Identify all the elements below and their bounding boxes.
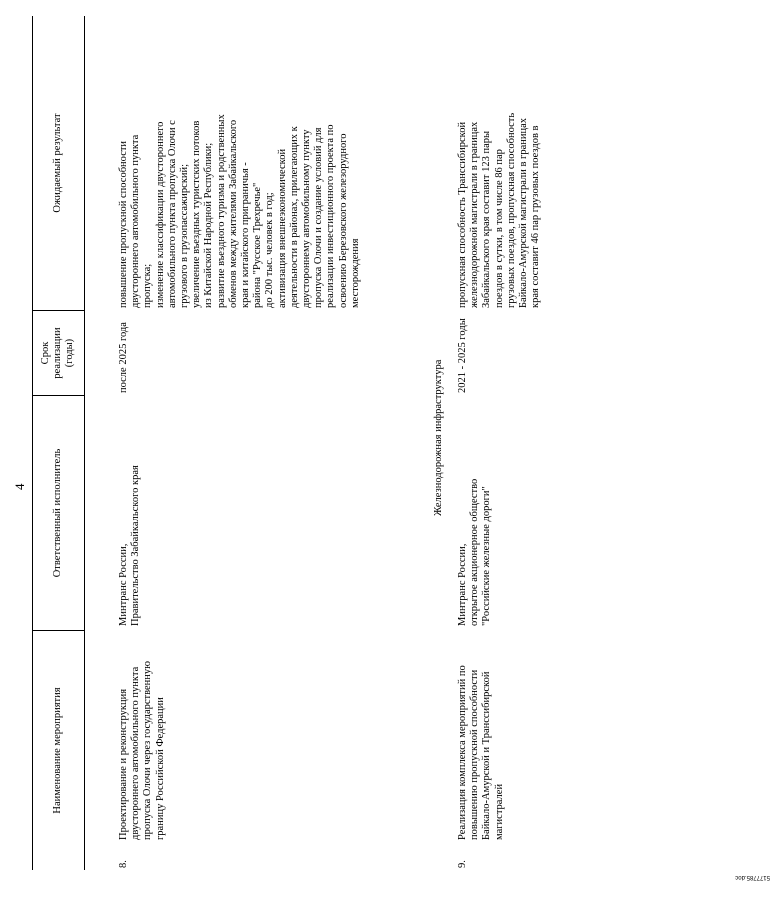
text-line: Проектирование и реконструкция: [118, 688, 129, 840]
row-number: 8.: [118, 860, 129, 868]
text-line: грузовых поездов, пропускная способность: [505, 112, 517, 308]
header-result: Ожидаемый результат: [52, 113, 63, 213]
text-line: Минтранс России,: [118, 543, 129, 626]
document-filename: 5177785.doc: [735, 874, 770, 880]
header-term: Срок реализации (годы): [40, 327, 75, 379]
text-line: двустороннего автомобильного пункта: [130, 134, 142, 308]
header-executor: Ответственный исполнитель: [52, 448, 63, 578]
text-line: грузового в грузопассажирский;: [179, 163, 191, 308]
text-line: пропуска;: [142, 263, 154, 308]
header-name: Наименование мероприятия: [52, 687, 63, 814]
text-line: магистралей: [493, 783, 505, 840]
text-line: Забайкальского края составит 123 пары: [481, 130, 493, 308]
text-line: освоению Березовского железорудного: [337, 133, 349, 308]
text-line: Байкало-Амурской и Транссибирской: [481, 671, 493, 840]
term: после 2025 года: [118, 322, 129, 393]
text-line: Минтранс России,: [457, 543, 468, 626]
section-heading: Железнодорожная инфраструктура: [433, 359, 444, 516]
text-line: изменение классификации двустороннего: [154, 121, 166, 308]
rotated-table-page: [10, 16, 770, 886]
text-line: поездов в сутки, в том числе 86 пар: [493, 149, 505, 308]
text-line: деятельности в районах, прилегающих к: [288, 126, 300, 308]
header-bottom-rule: [84, 16, 85, 870]
text-line: края и китайского приграничья -: [240, 162, 252, 308]
text-line: активизация внешнеэкономической: [276, 148, 288, 308]
executor: [457, 479, 494, 626]
text-line: повышению пропускной способности: [469, 669, 481, 840]
text-line: развитие въездного туризма и родственных: [215, 114, 227, 308]
text-line: открытое акционерное общество: [469, 478, 481, 626]
expected-result: [118, 114, 362, 308]
text-line: границу Российской Федерации: [154, 697, 166, 840]
term: 2021 - 2025 годы: [457, 318, 468, 393]
text-line: пропускная способность Транссибирской: [457, 121, 468, 308]
text-line: края составит 46 пар грузовых поездов в: [530, 125, 542, 308]
text-line: реализации инвестиционного проекта по: [325, 124, 337, 308]
text-line: Байкало-Амурской магистрали в границах: [518, 117, 530, 308]
text-line: железнодорожной магистрали в границах: [469, 121, 481, 308]
text-line: до 200 тыс. человек в год;: [264, 192, 276, 308]
text-line: из Китайской Народной Республики;: [203, 142, 215, 308]
text-line: Реализация комплекса мероприятий по: [457, 665, 468, 840]
text-line: Правительство Забайкальского края: [130, 465, 142, 626]
measure-name: [457, 665, 506, 840]
page-number: 4: [12, 483, 27, 490]
text-line: двустороннему автомобильному пункту: [301, 129, 313, 308]
text-line: месторождения: [349, 238, 361, 308]
text-line: обменов между жителями Забайкальского: [227, 119, 239, 308]
executor: [118, 465, 142, 626]
text-line: двустороннего автомобильного пункта: [130, 666, 142, 840]
text-line: пропуска Олочи через государственную: [142, 660, 154, 840]
text-line: автомобильного пункта пропуска Олочи с: [166, 120, 178, 308]
text-line: района "Русское Трехречье": [252, 182, 264, 308]
expected-result: [457, 113, 542, 308]
text-line: "Российские железные дороги": [481, 486, 493, 626]
text-line: повышение пропускной способности: [118, 140, 129, 308]
row-number: 9.: [457, 860, 468, 868]
text-line: увеличение въездных туристских потоков: [191, 120, 203, 308]
measure-name: [118, 661, 167, 840]
text-line: пропуска Олочи и создание условий для: [313, 127, 325, 308]
